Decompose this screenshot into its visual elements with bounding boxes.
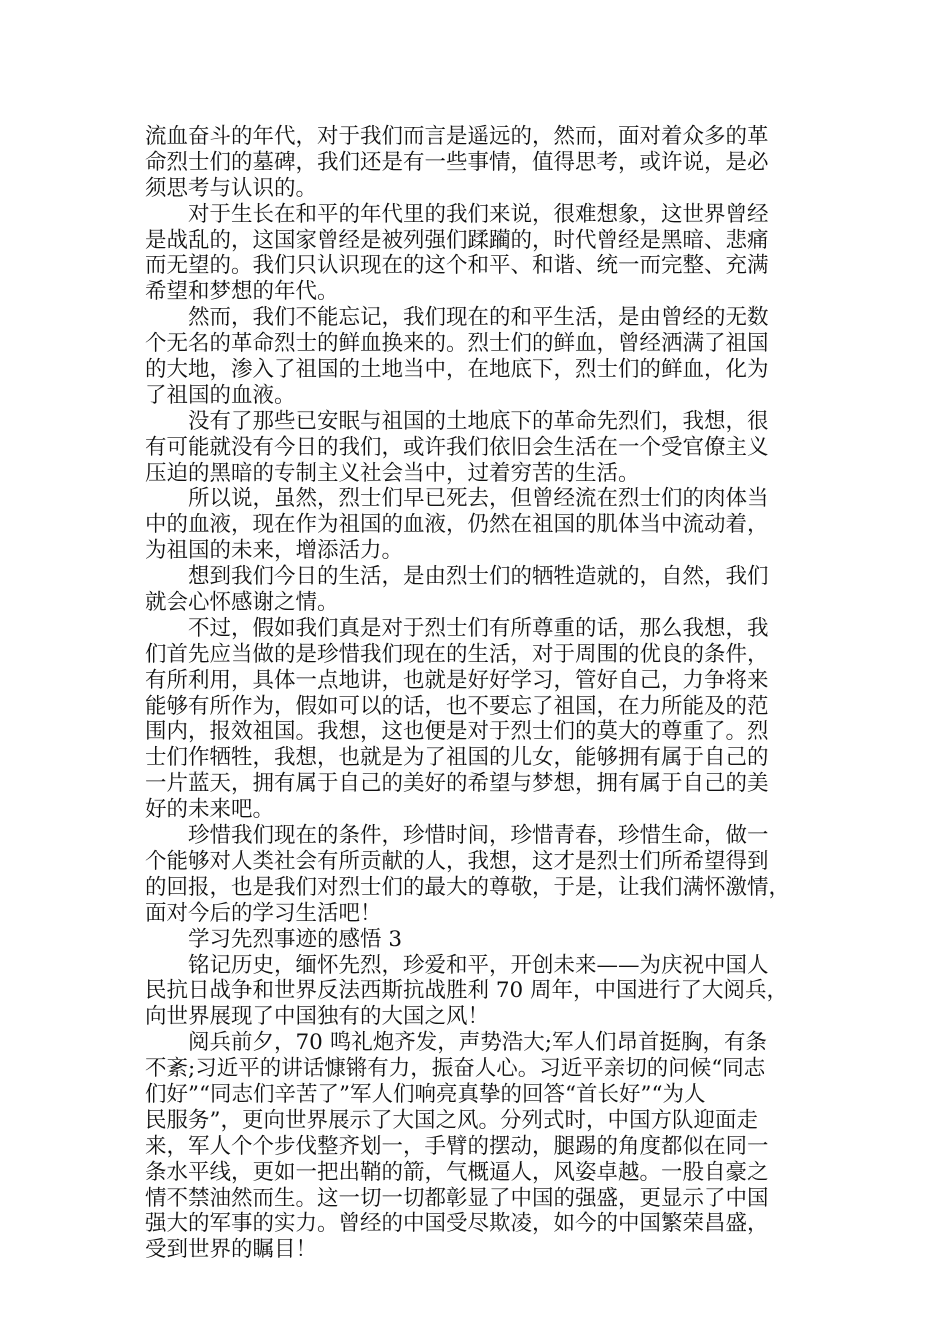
text-line: 的回报，也是我们对烈士们的最大的尊敬，于是，让我们满怀激情， [145, 874, 791, 900]
text-line: 学习先烈事迹的感悟 3 [145, 926, 403, 952]
text-line: 中的血液，现在作为祖国的血液，仍然在祖国的肌体当中流动着， [145, 512, 769, 538]
text-line: 是战乱的，这国家曾经是被列强们蹂躏的，时代曾经是黑暗、悲痛 [145, 227, 769, 253]
text-line: 民抗日战争和世界反法西斯抗战胜利 70 周年，中国进行了大阅兵， [145, 978, 789, 1004]
text-line: 阅兵前夕，70 鸣礼炮齐发，声势浩大;军人们昂首挺胸，有条 [145, 1030, 767, 1056]
text-line: 有所利用，具体一点地讲，也就是好好学习，管好自己，力争将来 [145, 667, 769, 693]
text-line: 而无望的。我们只认识现在的这个和平、和谐、统一而完整、充满 [145, 253, 769, 279]
text-line: 受到世界的瞩目！ [145, 1237, 318, 1263]
text-line: 流血奋斗的年代，对于我们而言是遥远的，然而，面对着众多的革 [145, 124, 769, 149]
text-line: 的大地，渗入了祖国的土地当中，在地底下，烈士们的鲜血，化为 [145, 357, 769, 383]
text-line: 来，军人个个步伐整齐划一，手臂的摆动，腿踢的角度都似在同一 [145, 1133, 769, 1159]
text-line: 对于生长在和平的年代里的我们来说，很难想象，这世界曾经 [145, 201, 769, 227]
text-line: 希望和梦想的年代。 [145, 279, 339, 305]
text-line: 向世界展现了中国独有的大国之风！ [145, 1004, 490, 1030]
text-line: 个无名的革命烈士的鲜血换来的。烈士们的鲜血，曾经洒满了祖国 [145, 331, 769, 357]
text-line: 没有了那些已安眠与祖国的土地底下的革命先烈们，我想，很 [145, 408, 769, 434]
text-line: 个能够对人类社会有所贡献的人，我想，这才是烈士们所希望得到 [145, 848, 769, 874]
text-line: 为祖国的未来，增添活力。 [145, 538, 404, 564]
text-line: 条水平线，更如一把出鞘的箭，气概逼人，风姿卓越。一股自豪之 [145, 1159, 769, 1185]
text-line: 们好”“同志们辛苦了”军人们响亮真挚的回答“首长好”“为人 [145, 1081, 706, 1107]
text-line: 围内，报效祖国。我想，这也便是对于烈士们的莫大的尊重了。烈 [145, 719, 769, 745]
text-line: 民服务”，更向世界展示了大国之风。分列式时，中国方队迎面走 [145, 1107, 758, 1133]
text-line: 们首先应当做的是珍惜我们现在的生活，对于周围的优良的条件， [145, 641, 769, 667]
text-line: 压迫的黑暗的专制主义社会当中，过着穷苦的生活。 [145, 460, 640, 486]
text-line: 能够有所作为，假如可以的话，也不要忘了祖国，在力所能及的范 [145, 693, 769, 719]
text-line: 所以说，虽然，烈士们早已死去，但曾经流在烈士们的肉体当 [145, 486, 769, 512]
text-line: 珍惜我们现在的条件，珍惜时间，珍惜青春，珍惜生命，做一 [145, 823, 769, 849]
text-line: 一片蓝天，拥有属于自己的美好的希望与梦想，拥有属于自己的美 [145, 771, 769, 797]
text-line: 有可能就没有今日的我们，或许我们依旧会生活在一个受官僚主义 [145, 434, 769, 460]
text-line: 好的未来吧。 [145, 797, 275, 823]
text-line: 强大的军事的实力。曾经的中国受尽欺凌，如今的中国繁荣昌盛， [145, 1211, 769, 1237]
text-line: 命烈士们的墓碑，我们还是有一些事情，值得思考，或许说，是必 [145, 149, 769, 175]
text-line: 士们作牺牲，我想，也就是为了祖国的儿女，能够拥有属于自己的 [145, 745, 769, 771]
body-text [145, 124, 825, 1263]
text-line: 了祖国的血液。 [145, 382, 296, 408]
text-line: 想到我们今日的生活，是由烈士们的牺牲造就的，自然，我们 [145, 564, 769, 590]
text-line: 须思考与认识的。 [145, 175, 318, 201]
text-line: 不紊;习近平的讲话慷锵有力，振奋人心。习近平亲切的问候“同志 [145, 1056, 766, 1082]
text-line: 就会心怀感谢之情。 [145, 590, 339, 616]
text-line: 铭记历史，缅怀先烈，珍爱和平，开创未来——为庆祝中国人 [145, 952, 769, 978]
text-line: 然而，我们不能忘记，我们现在的和平生活，是由曾经的无数 [145, 305, 769, 331]
text-line: 情不禁油然而生。这一切一切都彰显了中国的强盛，更显示了中国 [145, 1185, 769, 1211]
text-line: 面对今后的学习生活吧！ [145, 900, 382, 926]
text-line: 不过，假如我们真是对于烈士们有所尊重的话，那么我想，我 [145, 615, 769, 641]
